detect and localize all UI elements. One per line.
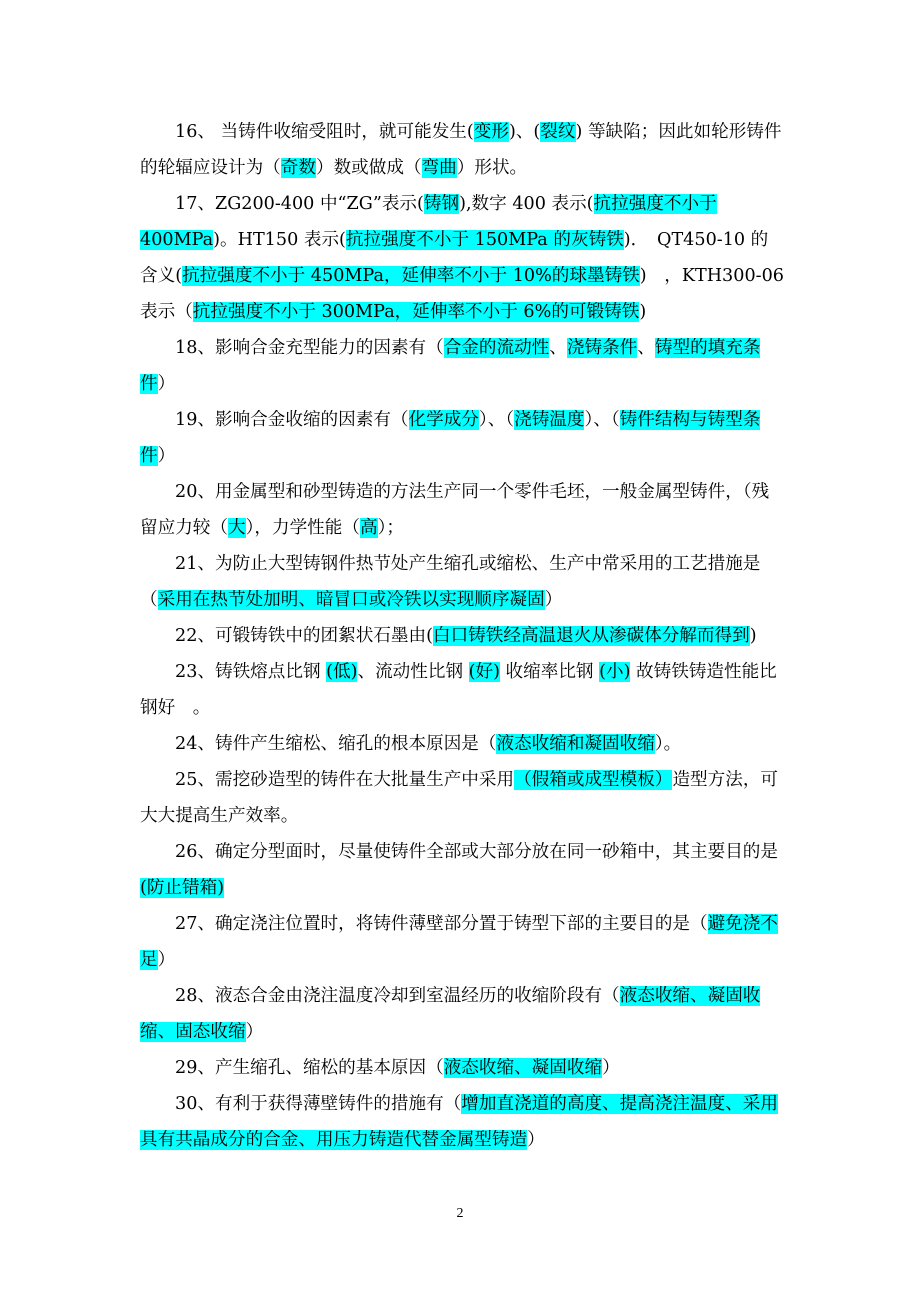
question-text: 、 bbox=[637, 338, 655, 358]
question-text: ），力学性能（ bbox=[245, 518, 360, 538]
answer-highlight: (防止错箱) bbox=[140, 878, 225, 898]
question-text: 18、影响合金充型能力的因素有（ bbox=[175, 338, 444, 358]
question-text: ） bbox=[157, 374, 176, 394]
answer-highlight: 奇数 bbox=[280, 158, 316, 178]
question-text: 故铸铁铸造性能比钢好 。 bbox=[140, 662, 777, 718]
question-text: ）； bbox=[377, 518, 404, 538]
answer-highlight: 液态收缩和凝固收缩 bbox=[496, 734, 655, 754]
question-q24 bbox=[140, 726, 785, 762]
question-q19 bbox=[140, 402, 785, 474]
question-text: 22、可锻铸铁中的团絮状石墨由( bbox=[175, 626, 433, 646]
question-text: 收缩率比钢 bbox=[499, 662, 600, 682]
question-q28 bbox=[140, 978, 785, 1050]
question-text: ） bbox=[245, 1022, 264, 1042]
answer-highlight: (低) bbox=[326, 662, 358, 682]
question-q20 bbox=[140, 474, 785, 546]
question-text: )、( bbox=[508, 122, 541, 142]
answer-highlight: 采用在热节处加明、暗冒口或冷铁以实现顺序凝固 bbox=[157, 590, 545, 610]
question-text: 20、用金属型和砂型铸造的方法生产同一个零件毛坯，一般金属型铸件，（残留应力较（ bbox=[140, 482, 770, 538]
question-text: ）形状。 bbox=[456, 158, 528, 178]
question-text: 26、确定分型面时，尽量使铸件全部或大部分放在同一砂箱中，其主要目的是 bbox=[175, 842, 778, 862]
answer-highlight: 抗拉强度不小于 400MPa bbox=[140, 194, 717, 250]
question-text: ）、（ bbox=[478, 410, 515, 430]
answer-highlight: 避免浇不足 bbox=[140, 914, 778, 970]
question-text: 27、确定浇注位置时，将铸件薄壁部分置于铸型下部的主要目的是（ bbox=[175, 914, 708, 934]
answer-highlight: 铸型的填充条件 bbox=[140, 338, 761, 394]
question-text: ） bbox=[527, 1130, 545, 1150]
answer-highlight: 增加直浇道的高度、提高浇注温度、采用具有共晶成分的合金、用压力铸造代替金属型铸造 bbox=[140, 1094, 778, 1150]
question-text: ) bbox=[639, 302, 647, 322]
question-text: ） bbox=[157, 950, 176, 970]
answer-highlight: 化学成分 bbox=[408, 410, 479, 430]
question-q27 bbox=[140, 906, 785, 978]
question-text: ) ，KTH300-06 表示（ bbox=[140, 266, 784, 322]
answer-highlight: 抗拉强度不小于 150MPa 的灰铸铁 bbox=[345, 230, 624, 250]
question-text: ) bbox=[749, 626, 757, 646]
answer-highlight: （假箱或成型模板） bbox=[514, 770, 673, 790]
question-q30 bbox=[140, 1086, 785, 1158]
answer-highlight: (好) bbox=[468, 662, 500, 682]
question-text: 21、为防止大型铸钢件热节处产生缩孔或缩松、生产中常采用的工艺措施是（ bbox=[140, 554, 761, 610]
question-q23 bbox=[140, 654, 785, 726]
question-q29 bbox=[140, 1050, 785, 1086]
question-text: 、流动性比钢 bbox=[357, 662, 469, 682]
question-text: 16、 当铸件收缩受阻时，就可能发生( bbox=[175, 122, 474, 142]
question-text: 29、产生缩孔、缩松的基本原因（ bbox=[175, 1058, 444, 1078]
question-text: 造型方法，可大大提高生产效率。 bbox=[140, 770, 779, 826]
question-text: 、 bbox=[549, 338, 567, 358]
answer-highlight: 浇铸条件 bbox=[566, 338, 638, 358]
page-number: 2 bbox=[456, 1206, 464, 1221]
answer-highlight: 浇铸温度 bbox=[514, 410, 585, 430]
question-text: 24、铸件产生缩松、缩孔的根本原因是（ bbox=[175, 734, 497, 754]
question-q26 bbox=[140, 834, 785, 906]
answer-highlight: 白口铸铁经高温退火从渗碳体分解而得到 bbox=[432, 626, 750, 646]
question-q21 bbox=[140, 546, 785, 618]
question-text: 28、液态合金由浇注温度冷却到室温经历的收缩阶段有（ bbox=[175, 986, 620, 1006]
question-text: ),数字 400 表示( bbox=[459, 194, 594, 214]
question-text: ） bbox=[157, 446, 176, 466]
question-text: ）、（ bbox=[584, 410, 620, 430]
document-body bbox=[140, 114, 785, 1158]
answer-highlight: 铸钢 bbox=[423, 194, 460, 214]
question-text: )。HT150 表示( bbox=[213, 230, 346, 250]
question-text: 25、需挖砂造型的铸件在大批量生产中采用 bbox=[175, 770, 515, 790]
answer-highlight: (小) bbox=[599, 662, 631, 682]
answer-highlight: 合金的流动性 bbox=[443, 338, 550, 358]
question-q22 bbox=[140, 618, 785, 654]
answer-highlight: 液态收缩、凝固收缩、固态收缩 bbox=[140, 986, 761, 1042]
question-text: )． QT450-10 的含义( bbox=[140, 230, 769, 286]
answer-highlight: 弯曲 bbox=[421, 158, 457, 178]
answer-highlight: 液态收缩、凝固收缩 bbox=[443, 1058, 603, 1078]
answer-highlight: 抗拉强度不小于 450MPa，延伸率不小于 10%的球墨铸铁 bbox=[182, 266, 640, 286]
question-text: 30、有利于获得薄壁铸件的措施有（ bbox=[175, 1094, 462, 1114]
question-text: 23、铸铁熔点比钢 bbox=[175, 662, 327, 682]
answer-highlight: 大 bbox=[227, 518, 246, 538]
question-text: 19、影响合金收缩的因素有（ bbox=[175, 410, 409, 430]
answer-highlight: 裂纹 bbox=[540, 122, 576, 142]
question-text: ） bbox=[602, 1058, 620, 1078]
answer-highlight: 高 bbox=[359, 518, 378, 538]
question-q18 bbox=[140, 330, 785, 402]
question-q16 bbox=[140, 114, 785, 186]
answer-highlight: 铸件结构与铸型条件 bbox=[140, 410, 761, 466]
question-text: ) 等缺陷；因此如轮形铸件的轮辐应设计为（ bbox=[140, 122, 782, 178]
question-q25 bbox=[140, 762, 785, 834]
question-text: 17、ZG200-400 中“ZG”表示( bbox=[175, 194, 424, 214]
answer-highlight: 抗拉强度不小于 300MPa，延伸率不小于 6%的可锻铸铁 bbox=[192, 302, 640, 322]
question-q17 bbox=[140, 186, 785, 330]
answer-highlight: 变形 bbox=[473, 122, 509, 142]
question-text: ）数或做成（ bbox=[315, 158, 422, 178]
question-text: ）。 bbox=[654, 734, 682, 754]
question-text: ） bbox=[544, 590, 563, 610]
